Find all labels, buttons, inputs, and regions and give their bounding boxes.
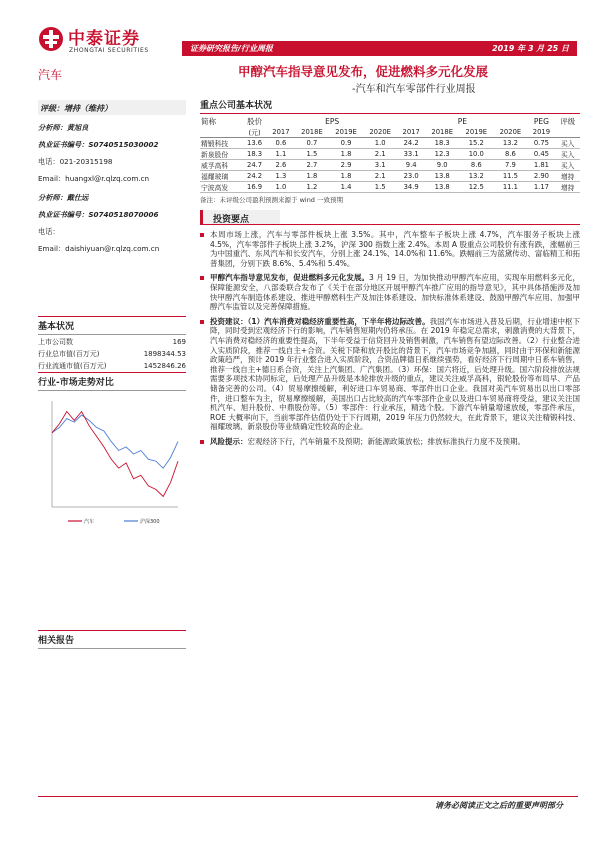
report-subtitle: -汽车和汽车零部件行业周报 (352, 84, 476, 95)
eps-cell: 1.4 (329, 182, 363, 193)
eps-cell: 2.1 (363, 149, 397, 160)
eps-cell: 1.8 (329, 171, 363, 182)
pe-cell: 10.0 (459, 149, 493, 160)
col-name: 简称 (201, 117, 216, 126)
eps-cell: 1.5 (295, 149, 329, 160)
table-row (200, 160, 580, 171)
market-trend-chart (38, 395, 186, 530)
pe-cell: 13.2 (459, 171, 493, 182)
companies-title: 重点公司基本状况 (200, 98, 580, 114)
key-points-title: 投资要点 (200, 210, 280, 224)
pe-cell: 13.8 (425, 182, 459, 193)
eps-cell: 2.6 (267, 160, 295, 171)
pe-cell: 13.8 (425, 171, 459, 182)
key-points (200, 210, 580, 446)
table-note: 备注：未评级公司盈利预测来源于 wind 一致预期 (200, 196, 343, 204)
pe-cell: 18.3 (425, 138, 459, 149)
analyst-panel (38, 100, 186, 253)
pe-cell: 34.9 (397, 182, 425, 193)
logo-mark-icon (38, 26, 64, 52)
analyst-line: 执业证书编号：S0740518070006 (38, 210, 159, 219)
year-header: 2020E (363, 127, 397, 138)
analyst-line: 分析师：戴仕远 (38, 193, 89, 202)
eps-cell: 3.1 (363, 160, 397, 171)
pe-cell: 11.1 (493, 182, 527, 193)
related-reports-title: 相关报告 (38, 636, 75, 646)
rating-cell: 买入 (555, 149, 580, 160)
key-companies-table (200, 116, 580, 193)
col-pe: PE (457, 117, 467, 126)
eps-cell: 1.8 (295, 171, 329, 182)
market-trend (38, 372, 186, 530)
col-name-sub (200, 127, 242, 138)
related-reports (38, 630, 186, 649)
pe-cell: 33.1 (397, 149, 425, 160)
rating-cell: 买入 (555, 138, 580, 149)
divider (38, 648, 186, 649)
col-price-unit: (元) (242, 127, 267, 138)
peg-cell: 0.75 (527, 138, 555, 149)
rating-cell: 增持 (555, 182, 580, 193)
pe-cell: 8.6 (459, 160, 493, 171)
company-name: 精锻科技 (200, 138, 242, 149)
col-rating: 评级 (560, 117, 576, 126)
market-trend-title: 行业-市场走势对比 (38, 378, 114, 388)
eps-cell: 1.2 (295, 182, 329, 193)
peg-cell: 2.90 (527, 171, 555, 182)
price-cell: 13.6 (242, 138, 267, 149)
peg-cell: 0.45 (527, 149, 555, 160)
company-name: 威孚高科 (200, 160, 242, 171)
pe-cell: 7.9 (493, 160, 527, 171)
analyst-line: 执业证书编号：S0740515030002 (38, 140, 159, 149)
analyst-email[interactable]: Email：daishiyuan@r.qlzq.com.cn (38, 244, 160, 253)
divider (38, 372, 186, 373)
eps-cell: 2.7 (295, 160, 329, 171)
report-type: 证券研究报告/行业周报 (190, 44, 273, 53)
table-row (200, 149, 580, 160)
pe-cell: 13.2 (493, 138, 527, 149)
key-point-item: 甲醇汽车指导意见发布，促进燃料多元化发展。3 月 19 日，为加快推动甲醇汽车应用，实现车用燃料多元化，保障能源安全，八部委联合发布了《关于在部分地区开展甲醇汽车推广应用的指导意见》，其中具体措施涉及加快甲醇汽车制造体系建设、推进甲醇燃料生产及加注体系建设、加快标准体系建设、鼓励甲醇汽车应用、加强甲醇汽车监管以及完善保障措施。 (200, 273, 580, 311)
legend-label-index: 沪深300 (140, 519, 160, 525)
series-line-index (52, 415, 178, 468)
year-header: 2019E (459, 127, 493, 138)
col-rating-sub (555, 127, 580, 138)
price-cell: 24.7 (242, 160, 267, 171)
analyst-line: 电话： (38, 227, 60, 236)
pe-cell: 12.5 (459, 182, 493, 193)
eps-cell: 1.8 (329, 149, 363, 160)
divider (38, 390, 186, 391)
report-title: 甲醇汽车指导意见发布，促进燃料多元化发展 (238, 64, 489, 79)
company-name: 宁波高发 (200, 182, 242, 193)
eps-cell: 1.1 (267, 149, 295, 160)
divider (38, 630, 186, 631)
eps-cell: 1.5 (363, 182, 397, 193)
rating-cell: 增持 (555, 171, 580, 182)
pe-cell: 8.6 (493, 149, 527, 160)
basic-row: 行业流通市值(百万元) 1452846.26 (38, 362, 186, 370)
analyst-line: 电话：021-20315198 (38, 157, 113, 166)
key-point-item: 本周市场上涨，汽车与零部件板块上涨 3.5%。其中，汽车整车子板块上涨 4.7%，汽车服务子板块上涨 4.5%，汽车零部件子板块上涨 3.2%，沪深 300 指数上涨 2.4%。本周 A 股重点公司股价有涨有跌，涨幅前三为中国重汽、东风汽车和长安汽车，分别上涨 24.1%、14.0%和 11.6%。跌幅前三为蓝黛传动、富临精工和拓普集团，分别下跌 8.6%、5.4%和 5.4%。 (200, 230, 580, 268)
logo-text-en: ZHONGTAI SECURITIES (69, 47, 149, 54)
eps-cell: 2.9 (329, 160, 363, 171)
footer-divider (38, 796, 578, 797)
eps-cell: 0.6 (267, 138, 295, 149)
pe-cell: 12.3 (425, 149, 459, 160)
basic-row: 上市公司数 169 (38, 338, 186, 346)
peg-cell: 1.81 (527, 160, 555, 171)
table-row (200, 171, 580, 182)
logo-text-cn: 中泰证券 (68, 29, 140, 49)
key-point-item: 投资建议：（1）汽车消费对稳经济重要性高，下半年将边际改善。我国汽车市场进入普及后期，行业增速中枢下降，同时受到宏观经济下行的影响，汽车销售短期内仍将承压。在 2019 年稳定总需求，刺激消费的大背景下，汽车消费对稳经济的重要性提高，下半年受益于信贷回升及销售刺激，汽车销售有望边际改善。（2）行业整合进入实质阶段，推荐一线自主+合资。关税下降和放开股比的背景下，汽车市场竞争加剧，同时由于环保和新能源政策趋严，预计 2019 年行业整合进入实质阶段，合资品牌德日系继续强势，看好经济下行周期中日系车销售，推荐一线自主+德日系合资，关注上汽集团、广汽集团。（3）环保：国六将近，后处理升级。国六阶段排放法规需要多项技术协同标定，后处理产品升级是本轮排放升级的重点，建议关注威孚高科，银轮股份等布局早、产品储备完善的公司。（4）贸易摩擦缓解，利好进口车贸易商、零部件出口企业。我国对美汽车贸易出以出口零部件，进口整车为主，贸易摩擦缓解，美国出口占比较高的汽车零部件企业以及进口车贸易商将受益，建议关注国机汽车、旭升股份、中鼎股份等。（5）零部件：行业承压，精选个股。下游汽车销量增速放缓，零部件承压，ROE 大概率向下，当前零部件估值仍处于下行周期，2019 年压力仍然较大，在此背景下，建议关注精锻科技、福耀玻璃、新泉股份等业绩确定性较高的企业。 (200, 317, 580, 432)
year-header: 2019E (329, 127, 363, 138)
analyst-email[interactable]: Email：huangxl@r.qlzq.com.cn (38, 174, 150, 183)
price-cell: 16.9 (242, 182, 267, 193)
col-eps: EPS (325, 117, 340, 126)
basic-info (38, 316, 186, 371)
table-row (200, 182, 580, 193)
price-cell: 24.2 (242, 171, 267, 182)
table-row (200, 138, 580, 149)
peg-cell: 1.17 (527, 182, 555, 193)
sector-label: 汽车 (38, 68, 63, 82)
company-name: 新泉股份 (200, 149, 242, 160)
col-peg: PEG (533, 117, 549, 126)
footer-disclaimer: 请务必阅读正文之后的重要声明部分 (435, 801, 563, 810)
pe-cell: 9.0 (425, 160, 459, 171)
company-logo (38, 22, 168, 58)
year-header: 2018E (295, 127, 329, 138)
rating-cell: 买入 (555, 160, 580, 171)
pe-cell: 9.4 (397, 160, 425, 171)
year-header: 2018E (425, 127, 459, 138)
main-content (200, 98, 580, 446)
divider (38, 316, 186, 317)
basic-info-title: 基本状况 (38, 322, 75, 332)
pe-cell: 23.0 (397, 171, 425, 182)
series-line-auto (52, 412, 178, 497)
pe-cell: 24.2 (397, 138, 425, 149)
analyst-line: 分析师：黄旭良 (38, 123, 89, 132)
legend-label-auto: 汽车 (84, 519, 95, 525)
eps-cell: 0.9 (329, 138, 363, 149)
peg-year-header: 2019 (527, 127, 555, 138)
key-point-item: 风险提示：宏观经济下行，汽车销量不及预期；新能源政策放松；排放标准执行力度不及预期。 (200, 437, 580, 447)
basic-row: 行业总市值(百万元) 1898344.53 (38, 350, 186, 358)
divider (200, 224, 580, 225)
pe-cell: 11.5 (493, 171, 527, 182)
report-date: 2019 年 3 月 25 日 (492, 44, 569, 53)
industry-rating: 评级：增持（维持） (38, 100, 186, 115)
col-price: 股价 (247, 117, 263, 126)
divider (38, 334, 186, 335)
year-header: 2020E (493, 127, 527, 138)
eps-cell: 2.1 (363, 171, 397, 182)
year-header: 2017 (397, 127, 425, 138)
eps-cell: 1.0 (363, 138, 397, 149)
header-band (182, 41, 577, 56)
price-cell: 18.3 (242, 149, 267, 160)
eps-cell: 1.3 (267, 171, 295, 182)
eps-cell: 0.7 (295, 138, 329, 149)
year-header: 2017 (267, 127, 295, 138)
pe-cell: 15.2 (459, 138, 493, 149)
company-name: 福耀玻璃 (200, 171, 242, 182)
eps-cell: 1.0 (267, 182, 295, 193)
